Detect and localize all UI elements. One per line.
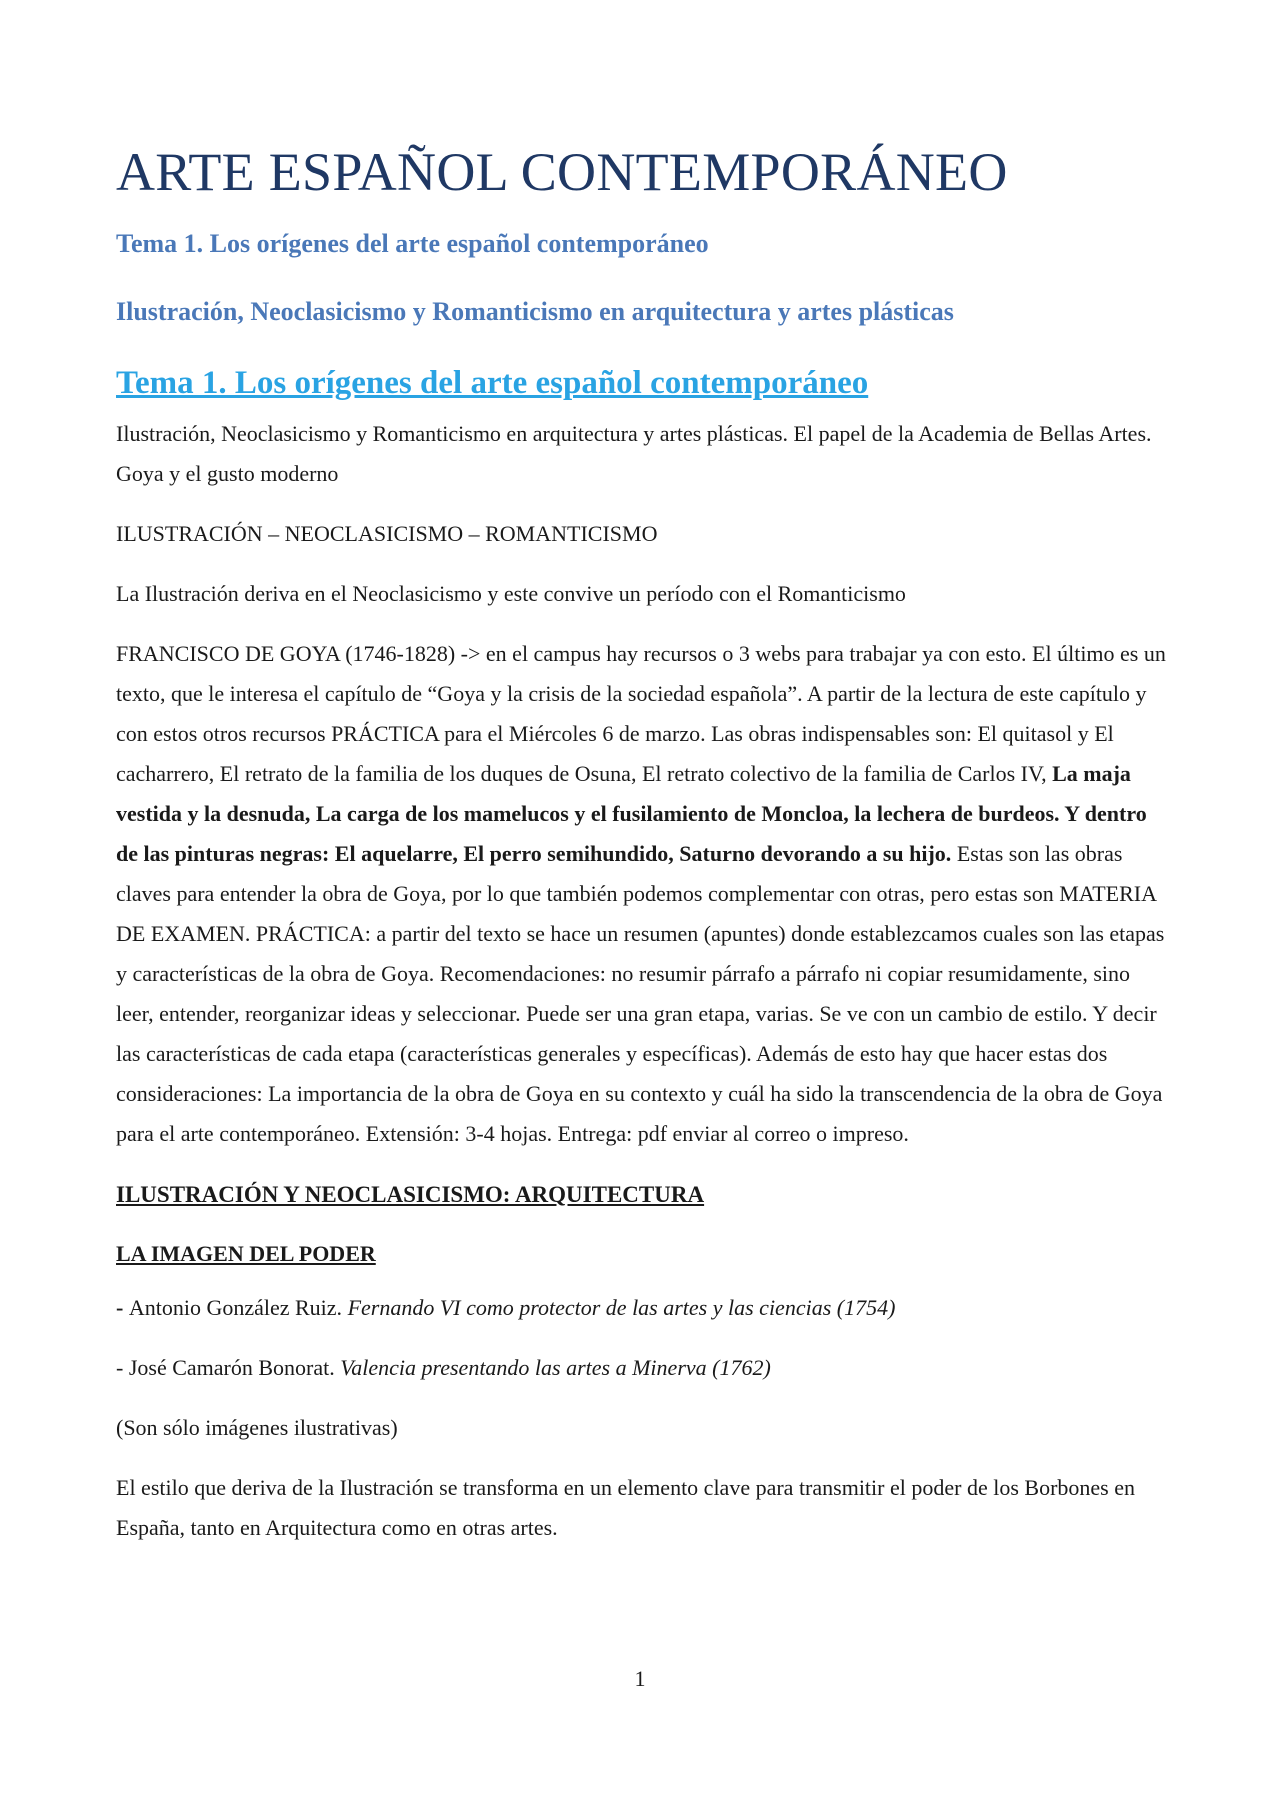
artwork-item: [116, 1288, 1166, 1328]
subtitle-topic: Tema 1. Los orígenes del arte español contemporáneo: [116, 228, 709, 258]
intro-paragraph: Ilustración, Neoclasicismo y Romanticismo en arquitectura y artes plásticas. El papel de la Academia de Bellas Artes. Goya y el gusto moderno: [116, 420, 1152, 486]
document-title: ARTE ESPAÑOL CONTEMPORÁNEO: [116, 142, 1008, 202]
artwork-item: [116, 1348, 1166, 1388]
subtitle-movements: Ilustración, Neoclasicismo y Romanticismo en arquitectura y artes plásticas: [116, 296, 954, 326]
artwork-author: José Camarón Bonorat.: [128, 1355, 341, 1381]
periods-line: ILUSTRACIÓN – NEOCLASICISMO – ROMANTICISMO: [116, 520, 658, 546]
goya-paragraph-intro: FRANCISCO DE GOYA (1746-1828) -> en el campus hay recursos o 3 webs para trabajar ya con esto. El último es un texto, que le interesa el capítulo de “Goya y la crisis de la sociedad española”. A partir de la lectura de este capítulo y con estos otros recursos PRÁCTICA para el Miércoles 6 de marzo. Las obras indispensables son: El quitasol y El cacharrero, El retrato de la familia de los duques de Osuna, El retrato colectivo de la familia de Carlos IV,: [116, 640, 1166, 786]
illustrative-note: (Son sólo imágenes ilustrativas): [116, 1415, 398, 1441]
closing-paragraph: El estilo que deriva de la Ilustración se transforma en un elemento clave para transmitir el poder de los Borbones en España, tanto en Arquitectura como en otras artes.: [116, 1475, 1135, 1541]
goya-key-works: La maja vestida y la desnuda, La carga de los mamelucos y el fusilamiento de Moncloa, la lechera de burdeos. Y dentro de las pinturas negras: El aquelarre, El perro semihundido, Saturno devorando a su hijo.: [116, 760, 1147, 866]
goya-paragraph-assignment: Estas son las obras claves para entender la obra de Goya, por lo que también podemos complementar con otras, pero estas son MATERIA DE EXAMEN. PRÁCTICA: a partir del texto se hace un resumen (apuntes) donde establezcamos cuales son las etapas y características de la obra de Goya. Recomendaciones: no resumir párrafo a párrafo ni copiar resumidamente, sino leer, entender, reorganizar ideas y seleccionar. Puede ser una gran etapa, varias. Se ve con un cambio de estilo. Y decir las características de cada etapa (características generales y específicas). Además de esto hay que hacer estas dos consideraciones: La importancia de la obra de Goya en su contexto y cuál ha sido la transcendencia de la obra de Goya para el arte contemporáneo. Extensión: 3-4 hojas. Entrega: pdf enviar al correo o impreso.: [116, 840, 1165, 1146]
page-number: 1: [634, 1666, 646, 1691]
artwork-author: Antonio González Ruiz.: [128, 1295, 348, 1321]
goya-paragraph: [116, 634, 1166, 1154]
list-dash: -: [116, 1355, 129, 1381]
topic-link-heading[interactable]: Tema 1. Los orígenes del arte español contemporáneo: [116, 365, 869, 402]
derivation-line: La Ilustración deriva en el Neoclasicismo y este convive un período con el Romanticismo: [116, 580, 906, 606]
artwork-title: Fernando VI como protector de las artes y las ciencias (1754): [347, 1295, 896, 1321]
subsection-heading-power-image: LA IMAGEN DEL PODER: [116, 1240, 376, 1266]
section-heading-architecture: ILUSTRACIÓN Y NEOCLASICISMO: ARQUITECTURA: [116, 1181, 705, 1207]
document-page: [116, 140, 1166, 1548]
artwork-title: Valencia presentando las artes a Minerva (1762): [340, 1355, 771, 1381]
list-dash: -: [116, 1295, 129, 1321]
